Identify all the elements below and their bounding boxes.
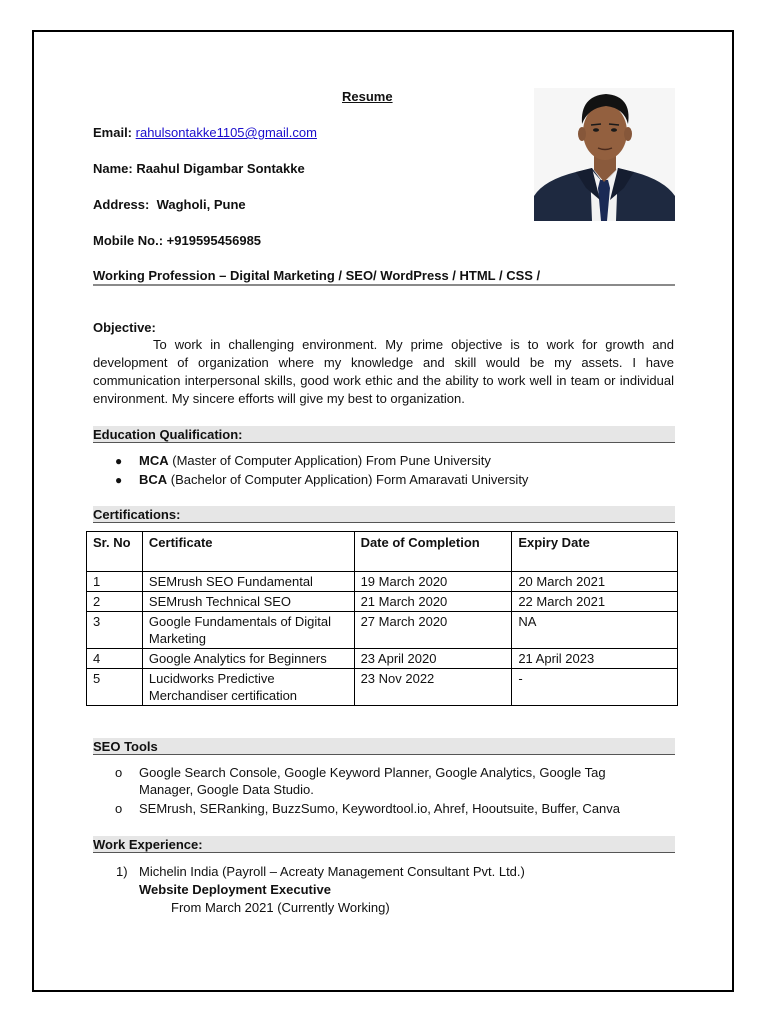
address-label: Address: (93, 197, 150, 212)
education-item (115, 452, 491, 470)
table-cell: 1 (87, 572, 143, 592)
circle-bullet-icon: o (115, 801, 123, 816)
table-cell: 23 Nov 2022 (354, 669, 512, 706)
table-cell: Google Fundamentals of Digital Marketing (142, 612, 354, 649)
work-item-number: 1) (116, 864, 128, 879)
address-value: Wagholi, Pune (156, 197, 246, 212)
certifications-table (86, 531, 678, 706)
education-item (115, 471, 528, 489)
profession-line (93, 267, 540, 284)
table-cell: 20 March 2021 (512, 572, 678, 592)
email-label: Email: (93, 125, 133, 140)
email-line (93, 124, 317, 141)
degree-detail: (Bachelor of Computer Application) Form Amaravati University (170, 472, 529, 487)
table-cell: SEMrush SEO Fundamental (142, 572, 354, 592)
table-cell: SEMrush Technical SEO (142, 592, 354, 612)
objective-heading: Objective: (93, 320, 156, 335)
column-header: Date of Completion (354, 532, 512, 572)
table-cell: 3 (87, 612, 143, 649)
email-link[interactable]: rahulsontakke1105@gmail.com (135, 125, 317, 140)
mobile-label: Mobile No.: (93, 233, 164, 248)
table-cell: Google Analytics for Beginners (142, 649, 354, 669)
work-role: Website Deployment Executive (139, 882, 331, 897)
resume-title: Resume (342, 89, 393, 104)
table-row (87, 649, 678, 669)
person-icon (534, 88, 675, 221)
objective-text: To work in challenging environment. My prime objective is to work for growth and development of organization where my knowledge and skill would be my assets. I have communication interpersonal skills, good work ethic and the ability to work well in team or individual environment. My sincere efforts will give my best to organization. (93, 337, 674, 406)
table-cell: 4 (87, 649, 143, 669)
table-row (87, 612, 678, 649)
tool-list-text: Google Search Console, Google Keyword Planner, Google Analytics, Google Tag Manager, Google Data Studio. (139, 765, 606, 797)
profession-value: Digital Marketing / SEO/ WordPress / HTML / CSS / (230, 268, 541, 283)
work-period: From March 2021 (Currently Working) (171, 900, 390, 915)
degree-detail: (Master of Computer Application) From Pune University (172, 453, 491, 468)
degree: BCA (139, 472, 168, 487)
name-line (93, 160, 305, 177)
work-company: Michelin India (Payroll – Acreaty Management Consultant Pvt. Ltd.) (139, 864, 525, 879)
table-cell: 21 March 2020 (354, 592, 512, 612)
bullet-icon: ● (115, 473, 123, 487)
bullet-icon: ● (115, 454, 123, 468)
column-header: Certificate (142, 532, 354, 572)
list-item (115, 764, 655, 798)
divider (93, 284, 675, 286)
mobile-value: +919595456985 (166, 233, 262, 248)
table-cell: 21 April 2023 (512, 649, 678, 669)
work-experience-heading: Work Experience: (93, 836, 675, 853)
table-row (87, 572, 678, 592)
profile-photo (534, 88, 675, 221)
objective-paragraph (93, 336, 674, 408)
column-header: Expiry Date (512, 532, 678, 572)
table-row (87, 669, 678, 706)
circle-bullet-icon: o (115, 765, 123, 780)
list-item (115, 800, 620, 817)
seo-tools-heading: SEO Tools (93, 738, 675, 755)
table-cell: NA (512, 612, 678, 649)
education-heading: Education Qualification: (93, 426, 675, 443)
tool-list-text: SEMrush, SERanking, BuzzSumo, Keywordtool.io, Ahref, Hooutsuite, Buffer, Canva (139, 801, 621, 816)
table-cell: 5 (87, 669, 143, 706)
table-header-row (87, 532, 678, 572)
table-cell: 27 March 2020 (354, 612, 512, 649)
address-line (93, 196, 246, 213)
table-cell: 2 (87, 592, 143, 612)
table-cell: 22 March 2021 (512, 592, 678, 612)
certifications-heading: Certifications: (93, 506, 675, 523)
table-cell: - (512, 669, 678, 706)
mobile-line (93, 232, 261, 249)
table-cell: Lucidworks Predictive Merchandiser certification (142, 669, 354, 706)
degree: MCA (139, 453, 169, 468)
table-cell: 19 March 2020 (354, 572, 512, 592)
table-cell: 23 April 2020 (354, 649, 512, 669)
profession-label: Working Profession – (93, 268, 227, 283)
name-label: Name: (93, 161, 133, 176)
column-header: Sr. No (87, 532, 143, 572)
table-row (87, 592, 678, 612)
name-value: Raahul Digambar Sontakke (136, 161, 305, 176)
